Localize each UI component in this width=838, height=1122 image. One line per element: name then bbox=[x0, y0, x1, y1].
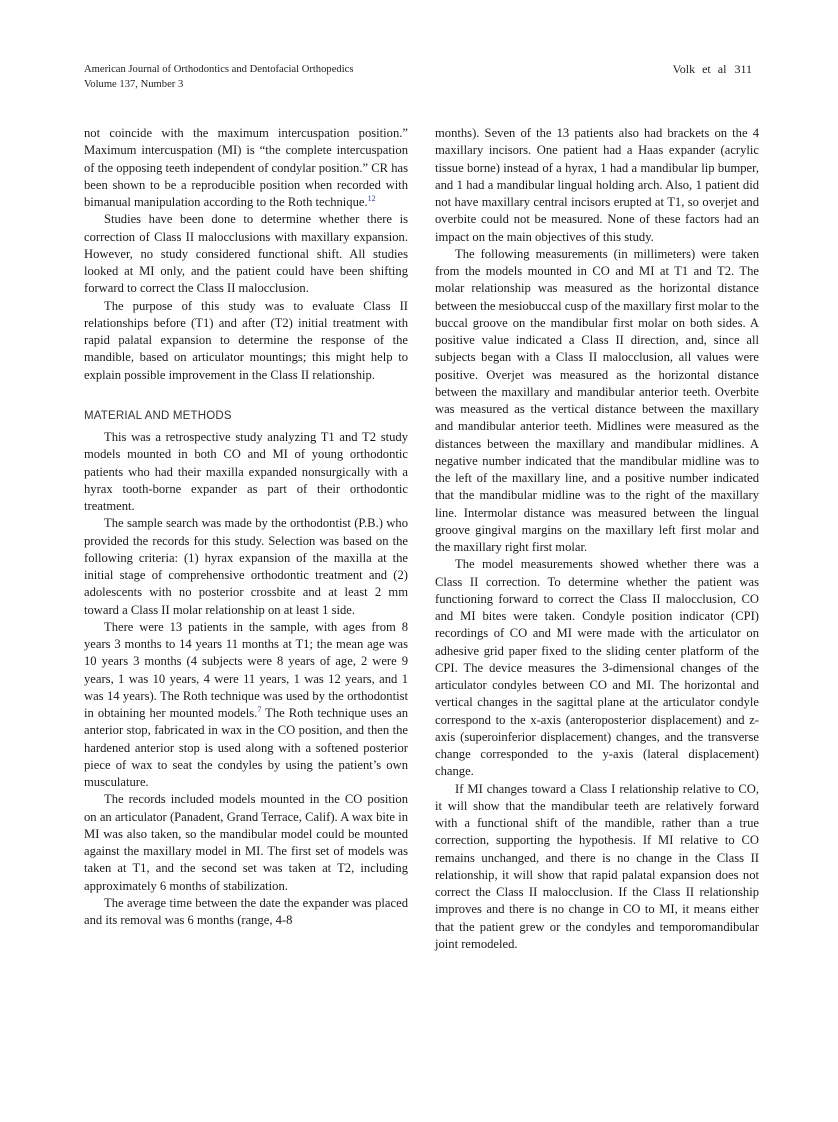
paragraph: The model measurements showed whether there was a Class II correction. To determine whether the patient was functioning forward to correct the Class II malocclusion, CO and MI bites were taken. Condyle position indicator (CPI) recordings of CO and MI were made with the articulator on adhesive grid paper fixed to the sliding center platform of the CPI. The device measures the 3-dimensional changes of the articulator condyles between CO and MI. The horizontal and vertical changes in the sagittal plane at the articulator condyle correspond to the x-axis (anteroposterior displacement) and z-axis (superoinferior displacement) changes, and the transverse change corresponded to the y-axis (lateral displacement) change. bbox=[435, 557, 759, 779]
paragraph: The following measurements (in millimeters) were taken from the models mounted in CO and MI at T1 and T2. The molar relationship was measured as the horizontal distance between the mesiobuccal cusp of the maxillary first molar to the buccal groove on the mandibular first molar on both sides. A positive value indicated a Class II direction, and, since all subjects began with a Class II malocclusion, all values were positive. Overjet was measured as the horizontal distance between the maxillary and mandibular anterior teeth. Overbite was measured as the vertical distance between the maxillary and mandibular anterior teeth. Midlines were measured as the distances between the maxillary and mandibular midlines. A negative number indicated that the mandibular midline was to the left of the maxillary line, and a positive number indicated that the mandibular midline was to the right of the maxillary line. Intermolar distance was measured between the lingual groove gingival margins on the maxillary left first molar and the maxillary right first molar. bbox=[435, 246, 759, 554]
journal-volume: Volume 137, Number 3 bbox=[84, 79, 184, 90]
paragraph: This was a retrospective study analyzing T1 and T2 study models mounted in both CO and MI of young orthodontic patients who had their maxilla expanded nonsurgically with a hyrax tooth-borne expander as part of their orthodontic treatment. bbox=[84, 430, 408, 513]
reference-link[interactable]: 12 bbox=[367, 194, 376, 203]
paragraph: The average time between the date the expander was placed and its removal was 6 months (range, 4-8 bbox=[84, 895, 408, 927]
right-column bbox=[435, 125, 759, 953]
running-header bbox=[84, 62, 353, 92]
paragraph: The records included models mounted in the CO position on an articulator (Panadent, Grand Terrace, Calif). A wax bite in MI was also taken, so the mandibular model could be mounted against the maxillary model in MI. The first set of models was taken at T1, and the second set was taken at T2, including approximately 6 months of stabilization. bbox=[84, 792, 408, 893]
paragraph: If MI changes toward a Class I relationship relative to CO, it will show that the mandibular teeth are relatively forward with a functional shift of the mandible, rather than a true correction, supporting the hypothesis. If MI relative to CO remains unchanged, and there is no change in the Class II relationship, it will show that rapid palatal expansion does not correct the Class II malocclusion. If the Class II relationship improves and there is no change in CO to MI, it means either that the patient grew or the condyles and temporomandibular joint remodeled. bbox=[435, 781, 759, 951]
paragraph-text: not coincide with the maximum intercuspation position.” Maximum intercuspation (MI) is “the complete intercuspation of the opposing teeth independent of condylar position.” CR has been shown to be a reproducible position when recorded with bimanual manipulation according to the Roth technique. bbox=[84, 126, 408, 209]
paragraph: months). Seven of the 13 patients also had brackets on the 4 maxillary incisors. One patient had a Haas expander (acrylic tissue borne) instead of a hyrax, 1 had a mandibular lip bumper, and 1 had a mandibular lingual holding arch. Also, 1 patient did not have maxillary central incisors erupted at T1, so overjet and overbite could not be measured. None of these factors had an impact on the main objectives of this study. bbox=[435, 126, 759, 244]
reference-link[interactable]: 7 bbox=[257, 705, 262, 714]
page-number: 311 bbox=[734, 62, 752, 76]
paragraph bbox=[84, 619, 408, 792]
paragraph bbox=[84, 125, 408, 211]
journal-title: American Journal of Orthodontics and Dentofacial Orthopedics bbox=[84, 64, 354, 75]
left-column bbox=[84, 125, 408, 929]
paragraph-text: The Roth technique uses an anterior stop, fabricated in wax in the CO position, and then the hardened anterior stop is used along with a softened posterior piece of wax to seat the condyles by using the patient’s own musculature. bbox=[84, 706, 409, 789]
author-names: Volk et al bbox=[672, 62, 727, 76]
paragraph: Studies have been done to determine whether there is correction of Class II malocclusions with maxillary expansion. However, no study considered functional shift. All studies looked at MI only, and the patient could have been shifting forward to correct the Class II malocclusion. bbox=[84, 212, 408, 296]
section-heading: MATERIAL AND METHODS bbox=[84, 409, 232, 422]
paragraph-text: There were 13 patients in the sample, with ages from 8 years 3 months to 14 years 11 months at T1; the mean age was 10 years 3 months (4 subjects were 8 years of age, 2 were 9 years, 1 was 10 years, 4 were 11 years, 1 was 12 years, and 1 was 14 years). The Roth technique was used by the orthodontist in obtaining her mounted models. bbox=[84, 619, 408, 720]
paragraph: The sample search was made by the orthodontist (P.B.) who provided the records for this study. Selection was based on the following criteria: (1) hyrax expansion of the maxilla at the initial stage of comprehensive orthodontic treatment and (2) adolescents with no posterior crossbite and at least 2 mm toward a Class II molar relationship on at least 1 side. bbox=[84, 516, 408, 617]
paragraph: The purpose of this study was to evaluate Class II relationships before (T1) and after (T2) initial treatment with rapid palatal expansion to determine the response of the mandible, based on articulator mountings; this might help to explain possible improvement in the Class II relationship. bbox=[84, 298, 408, 382]
page-header-right bbox=[673, 62, 752, 77]
